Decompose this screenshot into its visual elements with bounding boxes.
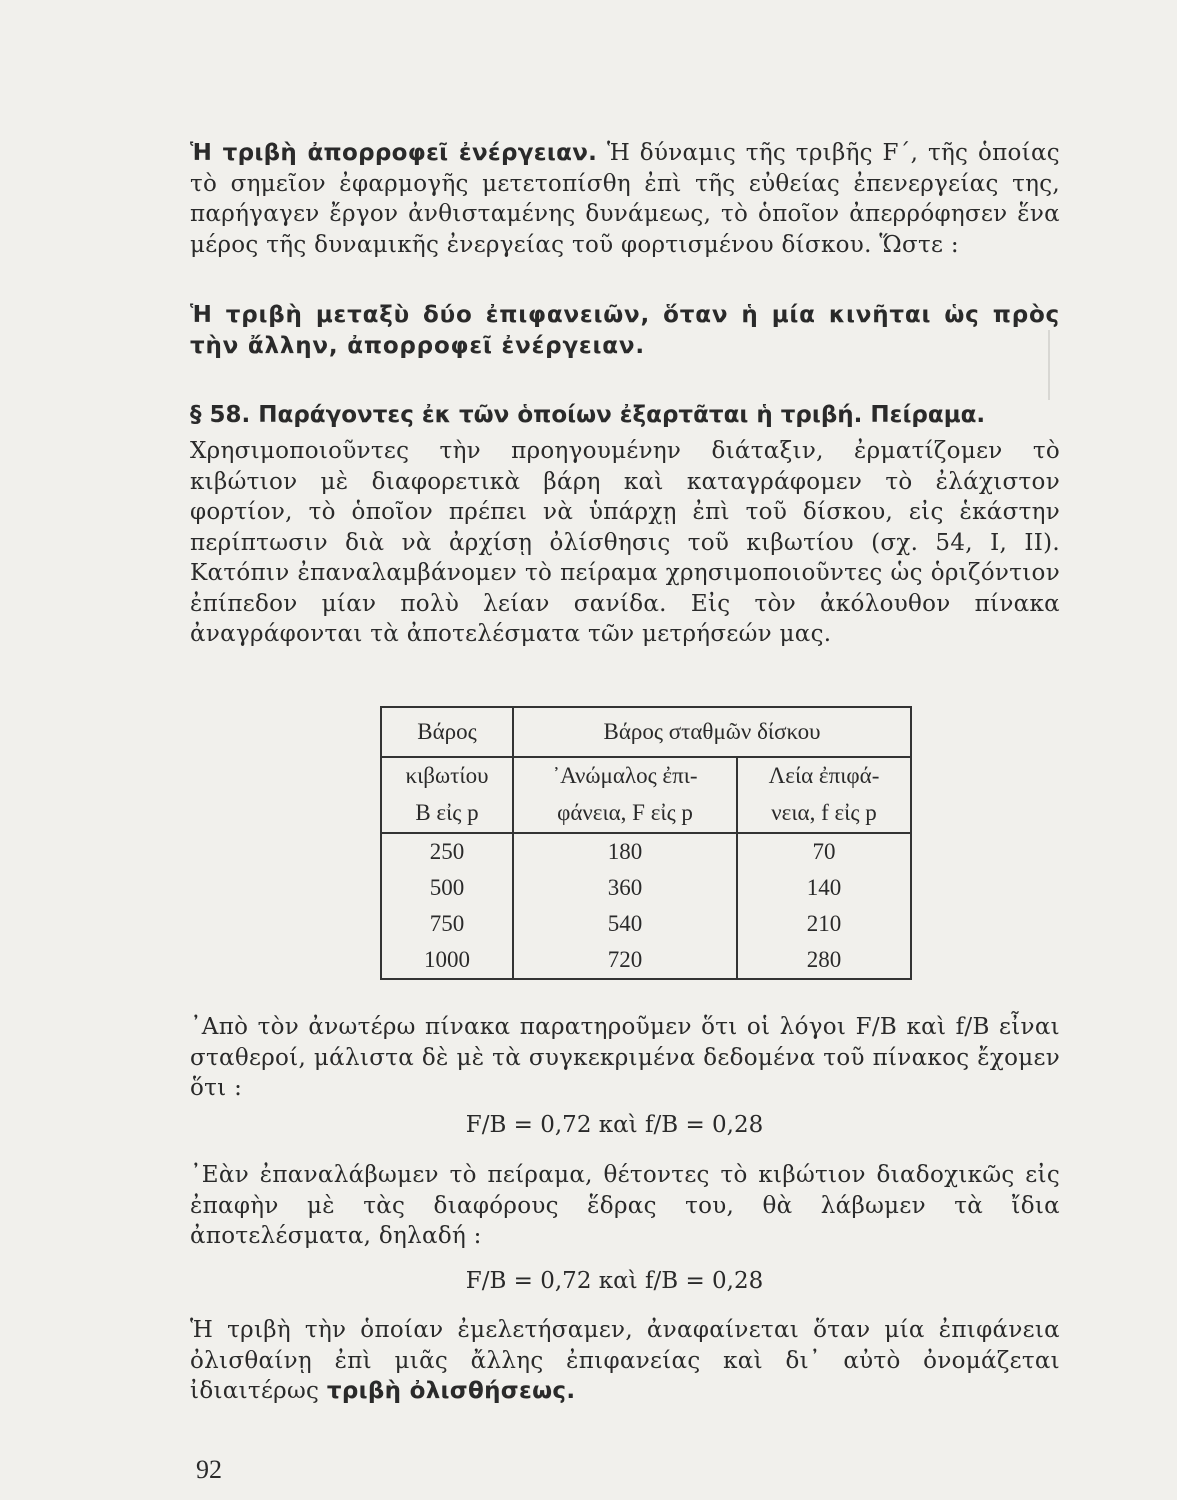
cell-f-smooth: 140 xyxy=(737,870,911,906)
section-body xyxy=(190,436,1060,650)
page-number: 92 xyxy=(196,1455,222,1484)
cell-b: 1000 xyxy=(381,942,513,979)
conclusion-statement xyxy=(190,300,1060,361)
header-rough-line2: φάνεια, F εἰς p xyxy=(513,794,737,833)
header-weight-line2: κιβωτίου xyxy=(381,757,513,794)
table-row xyxy=(381,870,911,906)
paragraph-1 xyxy=(190,138,1060,260)
cell-f-rough: 720 xyxy=(513,942,737,979)
final-paragraph-text xyxy=(190,1315,1060,1407)
header-weight-line3: B εἰς p xyxy=(381,794,513,833)
paragraph-after-table xyxy=(190,1012,1060,1104)
header-disk: Βάρος σταθμῶν δίσκου xyxy=(513,707,911,757)
formula-2: F/B = 0,72 καὶ f/B = 0,28 xyxy=(465,1268,764,1294)
final-paragraph xyxy=(190,1315,1060,1407)
header-weight: Βάρος xyxy=(381,707,513,757)
final-bold-term: τριβὴ ὀλισθήσεως. xyxy=(326,1378,576,1404)
section-heading xyxy=(190,400,1060,430)
paragraph-energy-absorption xyxy=(190,138,1060,260)
cell-b: 250 xyxy=(381,833,513,870)
header-smooth-line1: Λεία ἐπιφά- xyxy=(737,757,911,794)
paragraph-repeat-text: ᾿Εὰν ἐπαναλάβωμεν τὸ πείραμα, θέτοντες τὸ κιβώτιον διαδοχικῶς εἰς ἐπαφὴν μὲ τὰς διαφόρους ἕδρας του, θὰ λάβωμεν τὰ ἴδια ἀποτελέσματα, δηλαδή : xyxy=(190,1162,1060,1249)
cell-f-smooth: 280 xyxy=(737,942,911,979)
section-number: § 58. xyxy=(190,402,251,428)
cell-f-smooth: 70 xyxy=(737,833,911,870)
cell-f-smooth: 210 xyxy=(737,906,911,942)
paragraph-repeat xyxy=(190,1160,1060,1252)
final-text: Ἡ τριβὴ τὴν ὁποίαν ἐμελετήσαμεν, ἀναφαίνεται ὅταν μία ἐπιφάνεια ὀλισθαίνῃ ἐπὶ μιᾶς ἄλλης ἐπιφανείας καὶ δι᾿ αὐτὸ ὀνομάζεται ἰδιαιτέρως xyxy=(190,1317,1060,1404)
table-row xyxy=(381,833,911,870)
section-title: Παράγοντες ἐκ τῶν ὁποίων ἐξαρτᾶται ἡ τριβή. Πείραμα. xyxy=(250,402,986,428)
paragraph-after-table-text: ᾿Απὸ τὸν ἀνωτέρω πίνακα παρατηροῦμεν ὅτι οἱ λόγοι F/B καὶ f/B εἶναι σταθεροί, μάλιστα δὲ μὲ τὰ συγκεκριμένα δεδομένα τοῦ πίνακος ἔχομεν ὅτι : xyxy=(190,1014,1060,1101)
cell-b: 500 xyxy=(381,870,513,906)
cell-f-rough: 360 xyxy=(513,870,737,906)
measurements-table xyxy=(380,706,912,980)
formula-1: F/B = 0,72 καὶ f/B = 0,28 xyxy=(465,1112,764,1138)
table-row xyxy=(381,906,911,942)
header-smooth-line2: νεια, f εἰς p xyxy=(737,794,911,833)
cell-b: 750 xyxy=(381,906,513,942)
conclusion-text: Ἡ τριβὴ μεταξὺ δύο ἐπιφανειῶν, ὅταν ἡ μία κινῆται ὡς πρὸς τὴν ἄλλην, ἀπορροφεῖ ἐνέργειαν. xyxy=(190,302,1060,359)
paragraph-1-text: Ἡ δύναμις τῆς τριβῆς F΄, τῆς ὁποίας τὸ σημεῖον ἐφαρμογῆς μετετοπίσθη ἐπὶ τῆς εὐθείας ἐπενεργείας της, παρήγαγεν ἔργον ἀνθισταμένης δυνάμεως, τὸ ὁποῖον ἀπερρόφησεν ἕνα μέρος τῆς δυναμικῆς ἐνεργείας τοῦ φορτισμένου δίσκου. Ὥστε : xyxy=(190,140,1060,258)
section-text: Χρησιμοποιοῦντες τὴν προηγουμένην διάταξιν, ἐρματίζομεν τὸ κιβώτιον μὲ διαφορετικὰ βάρη καὶ καταγράφομεν τὸ ἐλάχιστον φορτίον, τὸ ὁποῖον πρέπει νὰ ὑπάρχῃ ἐπὶ τοῦ δίσκου, εἰς ἑκάστην περίπτωσιν διὰ νὰ ἀρχίσῃ ὀλίσθησις τοῦ κιβωτίου (σχ. 54, I, II). Κατόπιν ἐπαναλαμβάνομεν τὸ πείραμα χρησιμοποιοῦντες ὡς ὁριζόντιον ἐπίπεδον μίαν πολὺ λείαν σανίδα. Εἰς τὸν ἀκόλουθον πίνακα ἀναγράφονται τὰ ἀποτελέσματα τῶν μετρήσεών μας. xyxy=(190,438,1060,647)
header-rough-line1: ᾿Ανώμαλος ἐπι- xyxy=(513,757,737,794)
table-row xyxy=(381,942,911,979)
paragraph-1-lead: Ἡ τριβὴ ἀπορροφεῖ ἐνέργειαν. xyxy=(190,140,598,166)
cell-f-rough: 540 xyxy=(513,906,737,942)
cell-f-rough: 180 xyxy=(513,833,737,870)
